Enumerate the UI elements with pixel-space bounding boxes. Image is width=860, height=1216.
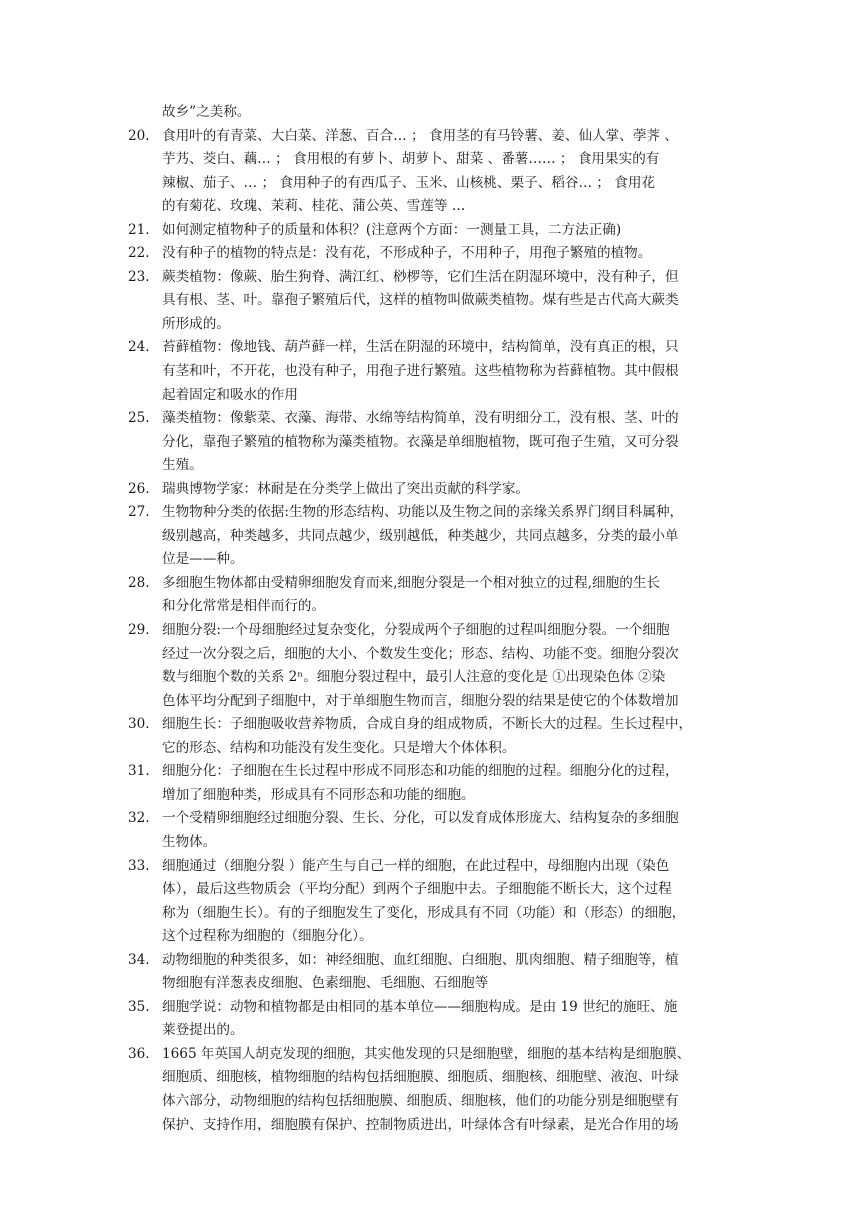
text-line: 有茎和叶，不开花，也没有种子，用孢子进行繁殖。这些植物称为苔藓植物。其中假根 [162,363,679,380]
text-line: 生殖。 [162,457,203,474]
text-line: 分化，靠孢子繁殖的植物称为藻类植物。衣藻是单细胞植物，既可孢子生殖，又可分裂 [162,433,679,450]
item-text [128,996,732,1043]
item-number: 26. [128,480,150,497]
text-line: 体六部分，动物细胞的结构包括细胞膜、细胞质、细胞核，他们的功能分别是细胞壁有 [162,1092,679,1109]
document-body [128,101,732,1137]
item-number: 20. [128,127,150,144]
text-line: 藻类植物：像紫菜、衣藻、海带、水绵等结构简单，没有明细分工，没有根、茎、叶的 [162,410,679,427]
text-line: 蕨类植物：像蕨、胎生狗脊、满江红、桫椤等，它们生活在阴湿环境中，没有种子，但 [162,268,679,285]
item-text [128,855,732,949]
text-line: 细胞生长：子细胞吸收营养物质，合成自身的组成物质，不断长大的过程。生长过程中， [162,716,693,733]
text-line: 具有根、茎、叶。靠孢子繁殖后代，这样的植物叫做蕨类植物。煤有些是古代高大蕨类 [162,292,679,309]
item-text [128,949,732,996]
item-number: 28. [128,574,150,591]
text-line: 食用叶的有青菜、大白菜、洋葱、百合… ； 食用茎的有马铃薯、姜、仙人掌、荸荠 、 [162,127,678,144]
text-line: 所形成的。 [162,315,230,332]
text-line: 1665 年英国人胡克发现的细胞，其实他发现的只是细胞壁，细胞的基本结构是细胞膜、 [162,1045,691,1062]
list-item [128,266,732,337]
text-line: 增加了细胞种类，形成具有不同形态和功能的细胞。 [162,786,475,803]
text-line: 保护、支持作用，细胞膜有保护、控制物质进出，叶绿体含有叶绿素，是光合作用的场 [162,1116,679,1133]
item-text [128,501,732,572]
list-item [128,619,732,713]
text-line: 动物细胞的种类很多，如：神经细胞、血红细胞、白细胞、肌肉细胞、精子细胞等，植 [162,951,679,968]
item-text [128,478,732,502]
list-item [128,949,732,996]
text-line: 如何测定植物种子的质量和体积？(注意两个方面：一测量工具，二方法正确) [162,221,622,238]
text-line: 级别越高，种类越多，共同点越少，级别越低，种类越少，共同点越多，分类的最小单 [162,527,679,544]
item-text [128,407,732,478]
text-line: 数与细胞个数的关系 2ⁿ。细胞分裂过程中，最引人注意的变化是 ①出现染色体 ②染 [162,669,666,686]
item-text [128,760,732,807]
item-number: 29. [128,622,150,639]
list-item [128,501,732,572]
numbered-list [128,125,732,1138]
item-number: 31. [128,763,150,780]
text-line: 细胞分化：子细胞在生长过程中形成不同形态和功能的细胞的过程。细胞分化的过程， [162,763,679,780]
item-number: 32. [128,810,150,827]
item-text [128,125,732,219]
text-line: 它的形态、结构和功能没有发生变化。只是增大个体体积。 [162,739,516,756]
list-item [128,407,732,478]
text-line: 物细胞有洋葱表皮细胞、色素细胞、毛细胞、石细胞等 [162,975,489,992]
text-line: 色体平均分配到子细胞中，对于单细胞生物而言，细胞分裂的结果是使它的个体数增加 [162,692,679,709]
text-line: 起着固定和吸水的作用 [162,386,298,403]
item-number: 23. [128,268,150,285]
item-text [128,242,732,266]
item-text [128,619,732,713]
item-number: 25. [128,410,150,427]
text-line: 细胞分裂:一个母细胞经过复杂变化，分裂成两个子细胞的过程叫细胞分裂。一个细胞 [162,622,670,639]
item-number: 36. [128,1045,150,1062]
text-line: 称为（细胞生长）。有的子细胞发生了变化，形成具有不同（功能）和（形态）的细胞， [162,904,686,921]
item-number: 34. [128,951,150,968]
list-item [128,855,732,949]
list-item [128,1043,732,1137]
text-line: 瑞典博物学家：林耐是在分类学上做出了突出贡献的科学家。 [162,480,530,497]
text-line: 位是——种。 [162,551,244,568]
text-line: 苔藓植物：像地钱、葫芦藓一样，生活在阴湿的环境中，结构简单，没有真正的根，只 [162,339,679,356]
text-line: 没有种子的植物的特点是：没有花，不形成种子，不用种子，用孢子繁殖的植物。 [162,245,652,262]
text-line: 生物物种分类的依据:生物的形态结构、功能以及生物之间的亲缘关系界门纲目科属种， [162,504,684,521]
list-item [128,572,732,619]
item-text [128,572,732,619]
text-line: 经过一次分裂之后，细胞的大小、个数发生变化；形态、结构、功能不变。细胞分裂次 [162,645,679,662]
item-number: 24. [128,339,150,356]
item-text [128,713,732,760]
text-line: 这个过程称为细胞的（细胞分化）。 [162,928,373,945]
list-item [128,713,732,760]
item-number: 22. [128,245,150,262]
list-item [128,336,732,407]
text-line: 和分化常常是相伴而行的。 [162,598,326,615]
text-line: 细胞学说：动物和植物都是由相同的基本单位——细胞构成。是由 19 世纪的施旺、施 [162,998,678,1015]
list-item [128,242,732,266]
item-text [128,336,732,407]
list-item [128,219,732,243]
list-item [128,996,732,1043]
item-number: 27. [128,504,150,521]
text-line: 芋艿、茭白、藕… ； 食用根的有萝卜、胡萝卜、甜菜 、番薯…… ； 食用果实的有 [162,151,660,168]
list-item [128,760,732,807]
list-item [128,807,732,854]
item-number: 21. [128,221,150,238]
item-number: 33. [128,857,150,874]
text-line: 的有菊花、玫瑰、茉莉、桂花、蒲公英、雪莲等 … [162,198,466,215]
text-line: 细胞通过（细胞分裂 ）能产生与自己一样的细胞，在此过程中，母细胞内出现（染色 [162,857,670,874]
item-number: 30. [128,716,150,733]
list-item [128,478,732,502]
list-item [128,125,732,219]
text-line: 一个受精卵细胞经过细胞分裂、生长、分化，可以发育成体形庞大、结构复杂的多细胞 [162,810,679,827]
text-line: 细胞质、细胞核，植物细胞的结构包括细胞膜、细胞质、细胞核、细胞壁、液泡、叶绿 [162,1069,679,1086]
text-line: 生物体。 [162,833,217,850]
text-line: 莱登提出的。 [162,1022,244,1039]
text-line: 多细胞生物体都由受精卵细胞发育而来,细胞分裂是一个相对独立的过程,细胞的生长 [162,574,661,591]
item-text [128,807,732,854]
item-number: 35. [128,998,150,1015]
item-text [128,266,732,337]
item-text [128,1043,732,1137]
item-text [128,219,732,243]
text-line: 辣椒、茄子、… ； 食用种子的有西瓜子、玉米、山核桃、栗子、稻谷… ； 食用花 [162,174,656,191]
continuation-line: 故乡”之美称。 [162,104,251,120]
text-line: 体），最后这些物质会（平均分配）到两个子细胞中去。子细胞能不断长大，这个过程 [162,881,672,898]
